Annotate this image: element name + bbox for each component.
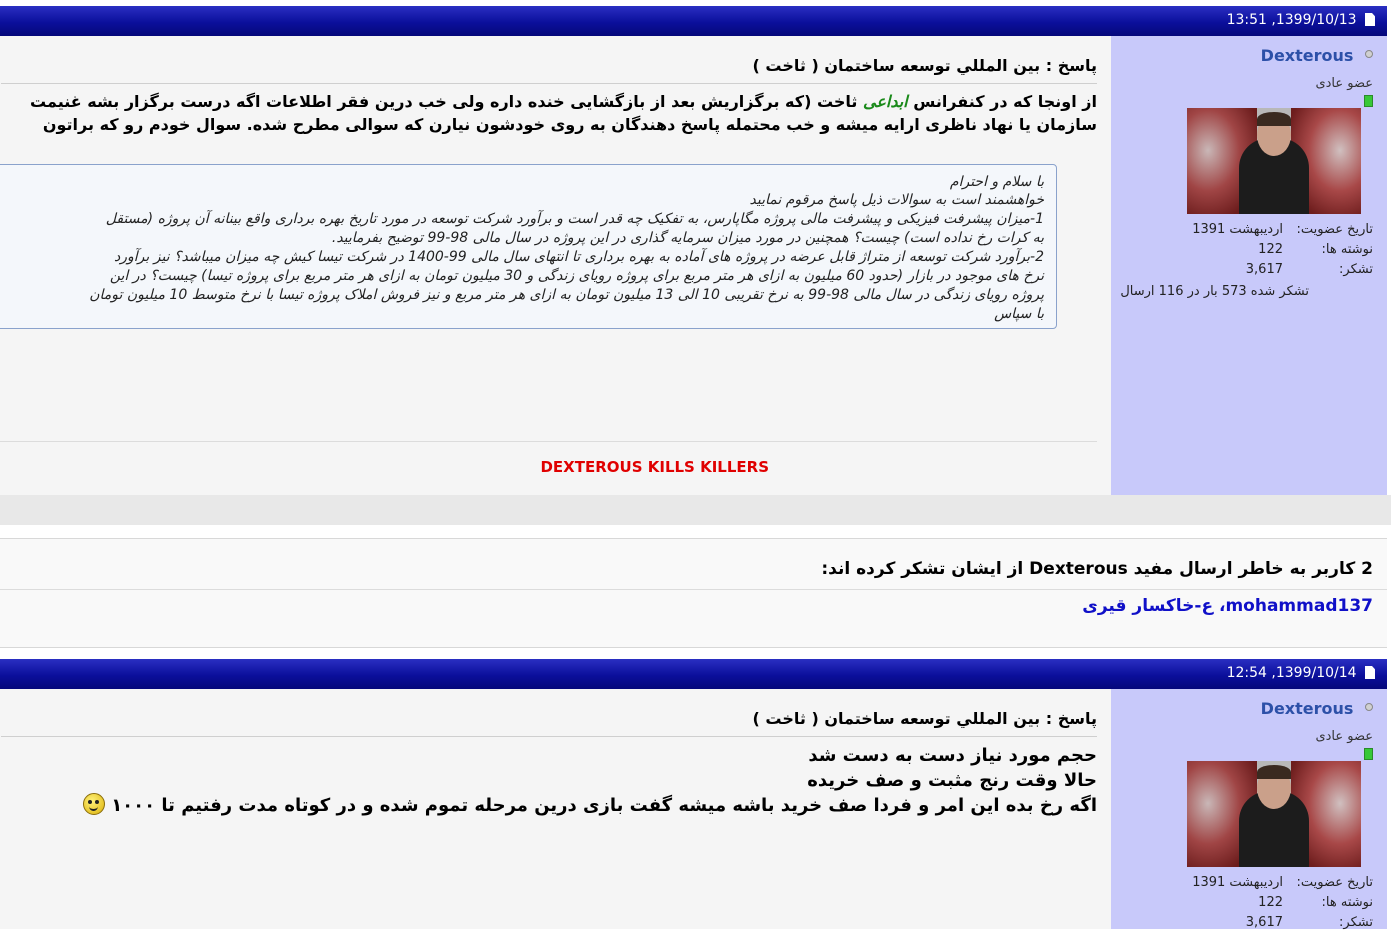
user-title: عضو عادی — [1315, 729, 1373, 744]
post-separator — [0, 495, 1391, 525]
title-divider — [1, 83, 1097, 84]
message-line: اگه رخ بده این امر و فردا صف خرید باشه میشه گفت بازی درین مرحله تموم شده و در کوتاه مدت رفتیم تا ۱۰۰۰ — [83, 793, 1097, 818]
offline-dot-icon — [1365, 50, 1373, 58]
thanks-title: 2 کاربر به خاطر ارسال مفید Dexterous از ایشان تشکر کرده اند: — [821, 559, 1373, 579]
quote-line: خواهشمند است به سوالات ذیل پاسخ مرقوم نمایید — [749, 192, 1044, 208]
thanks-box — [0, 538, 1387, 648]
quote-line: پروژه رویای زندگی در سال مالی 98-99 به نرخ تقریبی 10 الی 13 میلیون تومان به ازای هر متر مربع و نیز فروش املاک پروژه تیسا با نرخ متوسط 10 میلیون تومان — [89, 287, 1044, 303]
username-link[interactable]: Dexterous — [1260, 699, 1354, 718]
signature-divider — [0, 441, 1097, 442]
join-date: اردیبهشت 1391 — [1192, 222, 1283, 237]
reputation-bar-icon[interactable] — [1364, 95, 1373, 107]
message-line: سازمان یا نهاد ناظری ارایه میشه و خب محتمله پاسخ دهندگان به روی خودشون نیارن که سوالی مطرح شده. سوال خودم رو که براتون — [42, 115, 1097, 134]
quote-line: 2-برآورد شرکت توسعه از متراژ قابل عرضه در پروژه های آماده به بهره برداری تا انتهای سال مالی 99-1400 در شرکت تیسا کیش چه میزان میباشد؟ نیز برآورد — [114, 249, 1044, 265]
post-date: 12:54 ,1399/10/14 — [1226, 665, 1357, 681]
message-line: حالا وقت رنج مثبت و صف خریده — [807, 770, 1097, 791]
user-stats: تاریخ عضویت: اردیبهشت 1391 نوشته ها: 122 تشکر: 3,617 — [1192, 222, 1373, 277]
user-sidebar — [1111, 689, 1387, 929]
quote-line: نرخ های موجود در بازار (حدود 60 میلیون به ازای هر متر مربع برای پروژه رویای زندگی و 30 میلیون تومان به ازای هر متر مربع برای پروژه تیسا) چیست؟ در این — [109, 268, 1044, 284]
post-count: 122 — [1258, 242, 1283, 257]
quote-box — [0, 164, 1057, 329]
quote-arrow-icon — [1048, 168, 1057, 186]
post-content — [0, 36, 1097, 495]
user-sidebar — [1111, 36, 1387, 495]
post — [0, 36, 1387, 496]
username-link[interactable]: Dexterous — [1260, 46, 1354, 65]
message-line: از اونجا که در کنفرانس ابداعی ثاخت (که برگزاریش بعد از بازگشایی خنده داره ولی خب درین فقر اطلاعات اگه درست برگزار بشه غنیمت — [30, 92, 1097, 111]
post — [0, 689, 1387, 929]
quote-line: با سپاس — [994, 306, 1044, 322]
avatar[interactable] — [1187, 108, 1361, 214]
document-icon — [1365, 13, 1375, 26]
offline-dot-icon — [1365, 703, 1373, 711]
thanks-user-link[interactable]: ع-خاکسار قیری — [1082, 596, 1214, 616]
thanks-count: 3,617 — [1245, 262, 1283, 277]
post-date: 13:51 ,1399/10/13 — [1226, 12, 1357, 28]
quote-line: به کرات رخ نداده است) چیست؟ همچنین در مورد میزان سرمایه گذاری در این پروژه در سال مالی 98-99 توضیح بفرمایید. — [331, 230, 1044, 246]
thanked-note: تشکر شده 573 بار در 116 ارسال — [1120, 284, 1309, 299]
quote-line: با سلام و احترام — [949, 174, 1044, 190]
post-content — [0, 689, 1097, 929]
message-line: حجم مورد نیاز دست به دست شد — [808, 745, 1097, 766]
thanks-user-link[interactable]: mohammad137 — [1225, 596, 1373, 616]
post-header — [0, 659, 1387, 689]
join-date: اردیبهشت 1391 — [1192, 875, 1283, 890]
document-icon — [1365, 666, 1375, 679]
post-title: پاسخ : بين المللي توسعه ساختمان ( ثاخت ) — [752, 56, 1097, 75]
post-count: 122 — [1258, 895, 1283, 910]
reputation-bar-icon[interactable] — [1364, 748, 1373, 760]
user-title: عضو عادی — [1315, 76, 1373, 91]
signature: DEXTEROUS KILLS KILLERS — [540, 458, 769, 476]
quote-line: 1-میزان پیشرفت فیزیکی و پیشرفت مالی پروژه مگاپارس، به تفکیک چه قدر است و برآورد شرکت توسعه در مورد تاریخ بهره برداری واقع بینانه آن پروژه (مستقل — [105, 211, 1044, 227]
rolleyes-smiley-icon — [83, 793, 105, 815]
avatar[interactable] — [1187, 761, 1361, 867]
thanks-count: 3,617 — [1245, 915, 1283, 930]
user-stats: تاریخ عضویت: اردیبهشت 1391 نوشته ها: 122 تشکر: 3,617 — [1192, 875, 1373, 930]
title-divider — [1, 736, 1097, 737]
post-header — [0, 6, 1387, 36]
highlight-text: ابداعی — [863, 92, 908, 111]
thanks-users: mohammad137، ع-خاکسار قیری — [1082, 596, 1373, 616]
post-title: پاسخ : بين المللي توسعه ساختمان ( ثاخت ) — [752, 709, 1097, 728]
